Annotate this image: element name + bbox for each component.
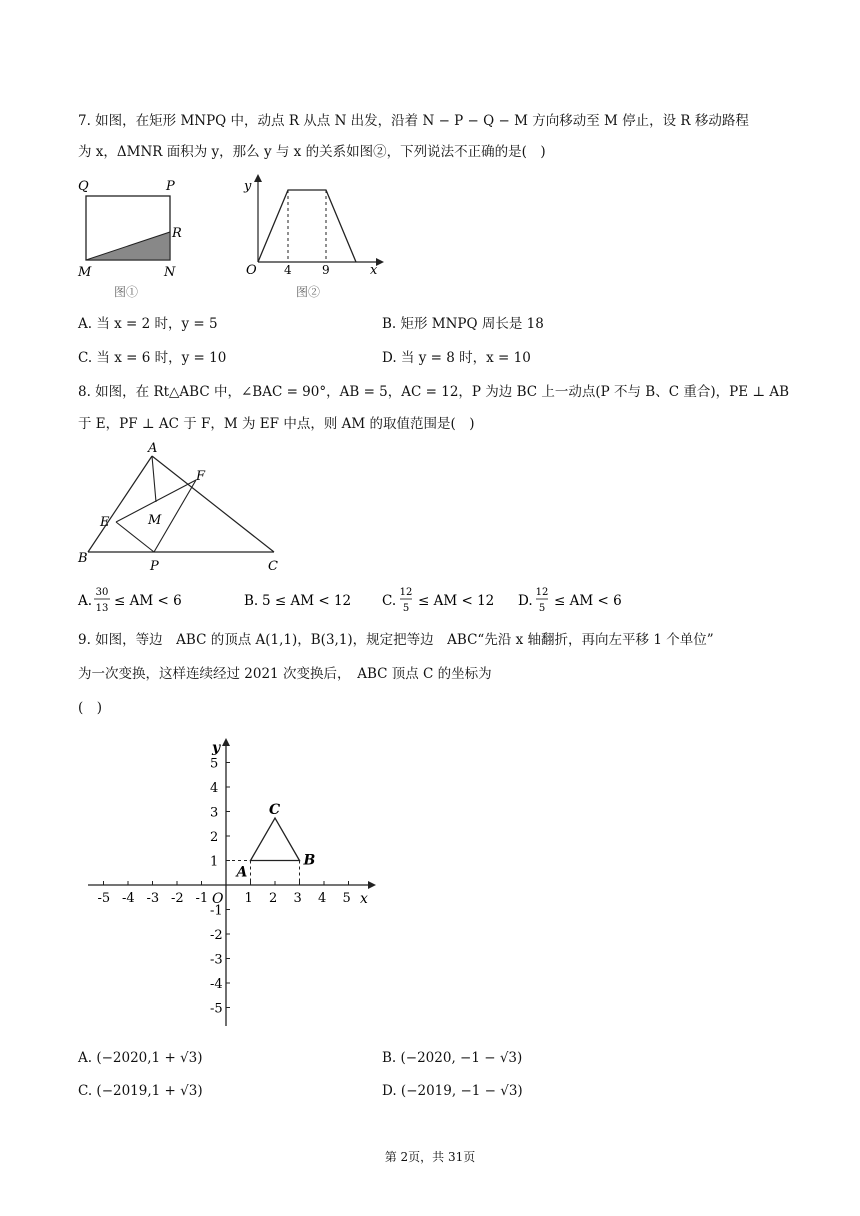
q9-y-axis-label: y (212, 740, 221, 756)
q9-y-tick-label: 2 (210, 830, 219, 845)
q9-option-c: C. (−2019,1 + √3) (78, 1083, 203, 1099)
q9-axes (88, 738, 376, 1026)
q7-figure-2 (236, 170, 386, 304)
q9-x-tick-label: 4 (318, 891, 327, 906)
q9-stem-line1: 9. 如图，等边 ABC 的顶点 A(1,1)，B(3,1)，规定把等边 ABC“先沿 x 轴翻折，再向左平移 1 个单位” (78, 632, 714, 648)
q9-coordinate-figure (80, 730, 390, 1030)
q7-stem-line2: 为 x，ΔMNR 面积为 y，那么 y 与 x 的关系如图②，下列说法不正确的是( ) (78, 144, 546, 160)
q7-option-a: A. 当 x = 2 时，y = 5 (78, 316, 218, 332)
svg-text:C.: C. (382, 593, 397, 609)
q8-option-a (77, 587, 182, 614)
q9-y-tick-label: 3 (210, 805, 219, 821)
q9-label-A: A (236, 864, 248, 881)
q9-triangle-abc (251, 818, 300, 860)
svg-text:5 ≤ AM < 12: 5 ≤ AM < 12 (262, 593, 352, 609)
q7-fig1-label-Q: Q (78, 179, 89, 194)
q9-y-tick-label: -5 (210, 1001, 223, 1017)
q9-x-tick-label: -3 (146, 891, 160, 906)
q9-option-d: D. (−2019, −1 − √3) (382, 1083, 523, 1099)
svg-text:12: 12 (535, 587, 549, 598)
q8-label-F: F (196, 469, 206, 484)
q7-fig1-label-R: R (172, 226, 182, 241)
svg-text:5: 5 (402, 603, 410, 614)
q9-option-b: B. (−2020, −1 − √3) (382, 1050, 523, 1066)
q9-y-tick-label: 5 (210, 756, 219, 772)
q7-option-d: D. 当 y = 8 时，x = 10 (382, 350, 531, 366)
q7-fig2-origin-label: O (246, 263, 257, 278)
q9-x-tick-label: 1 (244, 891, 253, 906)
svg-text:≤ AM < 6: ≤ AM < 6 (554, 593, 622, 609)
svg-text:D.: D. (518, 593, 533, 609)
q8-stem-line2: 于 E，PF ⊥ AC 于 F，M 为 EF 中点，则 AM 的取值范围是( ) (78, 416, 475, 432)
page-footer: 第 2页，共 31页 (384, 1150, 476, 1164)
q9-x-tick-label: -1 (195, 891, 209, 906)
q8-label-P: P (150, 559, 159, 574)
q9-x-tick-label: 2 (269, 891, 278, 906)
q8-option-d (518, 587, 622, 614)
q9-stem-line2: 为一次变换，这样连续经过 2021 次变换后， ABC 顶点 C 的坐标为 (78, 666, 492, 682)
q7-fig2-x-axis-label: x (370, 263, 378, 278)
q8-label-M: M (148, 513, 162, 528)
q7-fig2-tick-4: 4 (284, 263, 292, 277)
q8-label-E: E (100, 515, 110, 530)
q9-y-arrow (222, 738, 230, 746)
q7-fig2-tick-9: 9 (322, 263, 330, 277)
q9-option-a: A. (−2020,1 + √3) (78, 1050, 203, 1066)
svg-text:A.: A. (78, 593, 93, 609)
svg-text:≤ AM < 12: ≤ AM < 12 (418, 593, 495, 609)
q9-y-tick-label: 1 (210, 854, 219, 870)
q9-x-axis-label: x (360, 891, 368, 907)
q7-fig2-caption: 图② (296, 285, 321, 299)
q7-option-b: B. 矩形 MNPQ 周长是 18 (382, 316, 544, 332)
svg-text:30: 30 (95, 587, 109, 598)
q8-label-A: A (148, 441, 158, 456)
q7-fig1-caption: 图① (114, 285, 139, 299)
q9-y-tick-label: -2 (210, 928, 223, 943)
q8-options (76, 582, 636, 616)
svg-text:B.: B. (244, 593, 259, 609)
q7-fig1-label-P: P (166, 179, 175, 194)
q8-option-c (382, 587, 494, 614)
svg-text:≤ AM < 6: ≤ AM < 6 (114, 593, 182, 609)
q9-label-C: C (269, 802, 281, 819)
q9-y-tick-label: -1 (210, 903, 223, 919)
q7-fig2-y-axis-label: y (244, 179, 252, 194)
svg-text:12: 12 (399, 587, 413, 598)
q8-label-C: C (268, 559, 278, 574)
q9-x-tick-label: 5 (342, 891, 351, 906)
q9-y-tick-label: -3 (210, 952, 223, 968)
q7-stem-line1: 7. 如图，在矩形 MNPQ 中，动点 R 从点 N 出发，沿着 N − P − Q − M 方向移动至 M 停止，设 R 移动路程 (78, 113, 749, 129)
q8-option-b (244, 593, 351, 609)
q7-option-c: C. 当 x = 6 时，y = 10 (78, 350, 227, 366)
q9-x-tick-label: -4 (122, 891, 135, 906)
q9-label-B: B (303, 852, 316, 869)
q7-fig1-label-M: M (78, 265, 92, 280)
q7-figure-1 (74, 172, 204, 302)
q9-y-tick-label: 4 (210, 781, 219, 796)
q8-triangle-figure (74, 440, 294, 580)
svg-text:5: 5 (538, 603, 546, 614)
q9-stem-line3: ( ) (78, 700, 103, 716)
q9-x-tick-label: -5 (97, 891, 111, 906)
q7-fig1-label-N: N (164, 265, 176, 280)
q9-origin-label: O (212, 891, 224, 907)
q9-y-tick-label: -4 (210, 977, 223, 992)
q9-x-arrow (368, 881, 376, 889)
q9-x-tick-label: -2 (171, 891, 184, 906)
svg-text:13: 13 (95, 603, 109, 614)
q8-label-B: B (78, 551, 88, 566)
q9-x-tick-label: 3 (293, 891, 302, 906)
q8-stem-line1: 8. 如图，在 Rt△ABC 中，∠BAC = 90°，AB = 5，AC = 12，P 为边 BC 上一动点(P 不与 B、C 重合)，PE ⊥ AB (78, 384, 789, 400)
